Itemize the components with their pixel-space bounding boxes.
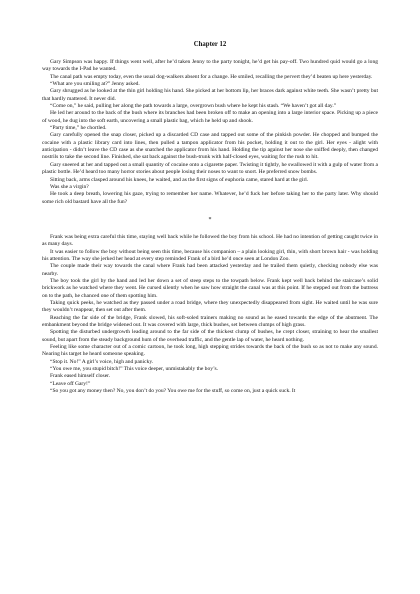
paragraph: Taking quick peeks, he watched as they passed under a road bridge, where they unexpectedly disappeared from sight. He waited until he was sure they wouldn’t reappear, then set out after them. [42, 299, 378, 314]
dialogue-line: “What are you smiling at?” Jenny asked. [50, 81, 140, 88]
dialogue-line: “Leave off Gary!” [50, 380, 91, 387]
paragraph: Gary sneered at her and tapped out a small quantity of cocaine onto a cigarette paper. Twisting it tightly, he swallowed it with a gulp of water from a plastic bottle. He’d heard too many horror stories about people losing their noses to want to snort. He preferred snow bombs. [42, 161, 378, 176]
paragraph: The boy took the girl by the hand and led her down a set of steep steps to the towpath below. Frank kept well back behind the staircase’s solid brickwork as he watched where they went. He cursed silently when he saw how straight the canal was at this point. If he stepped out from the buttress on to the path, he chanced one of them spotting him. [42, 277, 378, 299]
section-one [42, 59, 378, 206]
paragraph: The canal path was empty today, even the usual dog-walkers absent for a change. He smiled, recalling the pervert they’d beaten up here yesterday. [50, 73, 373, 80]
paragraph: Frank was being extra careful this time, staying well back while he followed the boy from his school. He had no intention of getting caught twice in as many days. [42, 233, 378, 248]
paragraph: He led her around to the back of the bush where its branches had been broken off to make an opening into a large interior space. Picking up a piece of wood, he dug into the soft earth, uncovering a small plastic bag, which he held up and shook. [42, 110, 378, 124]
paragraph: Frank eased himself closer. [50, 373, 111, 380]
paragraph: The couple made their way towards the canal where Frank had been attacked yesterday and he trailed them quietly, checking nobody else was nearby. [42, 263, 378, 277]
paragraph: Gary Simpson was happy. If things went well, after he’d taken Jenny to the party tonight, he’d get his pay-off. Two hundred quid would go a long way towards the I-Pad he wanted. [42, 59, 378, 73]
paragraph: It was easier to follow the boy without being seen this time, because his companion – a plain looking girl, thin, with short brown hair - was holding his attention. The way she jerked her head at every step reminded Frank of a bird he’d once seen at London Zoo. [42, 248, 378, 262]
paragraph: Feeling like some character out of a comic cartoon, he took long, high stepping strides towards the back of the bush so as not to make any sound. Nearing his target he heard someone speaking. [42, 344, 378, 358]
paragraph: Gary carefully opened the snap closer, picked up a discarded CD case and tapped out some of the pinkish powder. He chopped and bumped the cocaine with a plastic library card into lines, then pulled a tampon applicator from his pocket, holding it out to the girl. Her eyes - alight with anticipation - didn’t leave the CD case as she snatched the applicator from his hand. Holding the tip against her nose she sniffed deeply, then changed nostrils to take the second line. Finished, she sat back against the bush-trunk with half-closed eyes, waiting for the rush to hit. [42, 132, 378, 161]
paragraph: Sitting back, arms clasped around his knees, he waited, and as the first signs of euphoria came, stared hard at the girl. [50, 176, 309, 183]
paragraph: He took a deep breath, lowering his gaze, trying to remember her name. Whatever, he’d fuck her before taking her to the party later. Why should some rich old bastard have all the fun? [42, 191, 378, 205]
dialogue-line: “Party time,” he chortled. [50, 125, 107, 132]
dialogue-line: “Come on,” he said, pulling her along the path towards a large, overgrown bush where he kept his stash. “We haven’t got all day.” [50, 103, 337, 110]
paragraph: Reaching the far side of the bridge, Frank slowed, his soft-soled trainers making no sound as he eased towards the edge of the abutment. The embankment beyond the bridge widened out. It was covered with large, thick bushes, set between clumps of high grass. [42, 314, 378, 328]
paragraph: Gary shrugged as he looked at the thin girl holding his hand. She picked at her bottom lip, her braces dark against white teeth. She wasn’t pretty but that hardly mattered. It never did. [42, 88, 378, 102]
section-two [42, 234, 378, 396]
chapter-heading: Chapter 12 [193, 41, 227, 48]
dialogue-line: “You owe me, you stupid bitch!” This voice deeper, unmistakably the boy’s. [50, 366, 219, 373]
paragraph: Was she a virgin? [50, 183, 89, 190]
paragraph: Spotting the disturbed undergrowth leading around to the far side of the thickest clump of bushes, he crept closer, straining to hear the smallest sound, but apart from the steady background hum of the overhead traffic, and the gentle lap of water, he heard nothing. [42, 329, 378, 343]
dialogue-line: “So you got any money then? No, you don’t do you? You owe me for the stuff, so come on, just a quick suck. It [50, 388, 296, 395]
section-break: * [208, 216, 212, 223]
dialogue-line: “Stop it. No!” A girl’s voice, high and panicky. [50, 358, 154, 365]
